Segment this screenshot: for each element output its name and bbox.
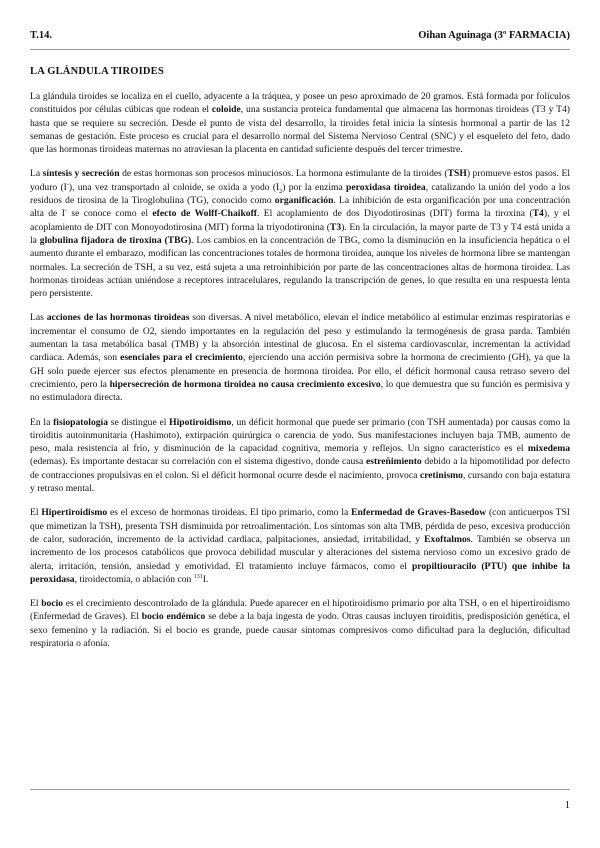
document-body: [30, 90, 570, 661]
author-label: Oihan Aguinaga (3º FARMACIA): [418, 30, 570, 41]
paragraph-hypothyroidism: En la fisiopatología se distingue el Hipotiroidismo, un déficit hormonal que puede ser primario (con TSH aumentada) por causas como la tiroiditis autoinmunitaria (Hashimoto), extirpación quirúrgica o carencia de yodo. Sus manifestaciones incluyen baja TMB, aumento de peso, mala resistencia al frío, y disminución de la capacidad cognitiva, memoria y reflejos. Un signo característico es el mixedema (edemas). Es importante destacar su correlación con el sistema digestivo, donde causa estreñimiento debido a la hipomotilidad por defecto de contracciones propulsivas en el colon. Si el déficit hormonal ocurre desde el nacimiento, provoca cretinismo, cursando con baja estatura y retraso mental.: [30, 416, 571, 495]
paragraph-synthesis: La síntesis y secreción de estas hormonas son procesos minuciosos. La hormona estimulante de la tiroides (TSH) promueve estos pasos. El yoduro (I-), una vez transportado al coloide, se oxida a yodo $(I_2)$ por la enzima peroxidasa tiroidea, catalizando la unión del yodo a los residuos de tirosina de la Tiroglobulina (TG), conocido como organificación. La inhibición de esta organificación por una concentración alta de I- se conoce como el efecto de Wolff-Chaikoff. El acoplamiento de dos Diyodotirosinas (DIT) forma la tiroxina (T4), y el acoplamiento de DIT con Monoyodotirosina (MIT) forma la triyodotironina (T3). En la circulación, la mayor parte de T3 y T4 está unida a la globulina fijadora de tiroxina (TBG). Los cambios en la concentración de TBG, como la disminución en la insuficiencia hepática o el aumento durante el embarazo, modifican las concentraciones totales de hormona tiroidea, aunque los niveles de hormona libre se mantengan normales. La secreción de TSH, a su vez, está sujeta a una retroinhibición por parte de las concentraciones altas de hormona tiroidea. Las hormonas tiroideas actúan uniéndose a receptores intracelulares, regulando la transcripción de genes, lo que resulta en una respuesta lenta pero persistente.: [30, 168, 571, 300]
paragraph-actions: Las acciones de las hormonas tiroideas son diversas. A nivel metabólico, elevan el índice metabólico al estimular enzimas respiratorias e incrementar el consumo de O2, siendo importantes en la regulación del peso y estimulando la termogénesis de grasa parda. También aumentan la tasa metabólica basal (TMB) y la absorción intestinal de glucosa. En el sistema cardiovascular, incrementan la actividad cardiaca. Además, son esenciales para el crecimiento, ejerciendo una acción permisiva sobre la hormona de crecimiento (GH), ya que la GH solo puede ejercer sus efectos plenamente en presencia de hormona tiroidea. Por ello, el déficit hormonal causa retraso severo del crecimiento, pero la hipersecreción de hormona tiroidea no causa crecimiento excesivo, lo que demuestra que su función es permisiva y no estimuladora directa.: [30, 312, 570, 404]
paragraph-hyperthyroidism: El Hipertiroidismo es el exceso de hormonas tiroideas. El tipo primario, como la Enfermedad de Graves-Basedow (con anticuerpos TSI que mimetizan la TSH), presenta TSH disminuida por retroalimentación. Los síntomas son alta TMB, pérdida de peso, excesiva producción de calor, sudoración, incremento de la actividad cardiaca, palpitaciones, ansiedad, irritabilidad, y Exoftalmos. También se observa un incremento de los procesos catabólicos que provoca debilidad muscular y alteraciones del sistema nervioso como un excesivo grado de alerta, irritación, tensión, ansiedad y emotividad. El tratamiento incluye fármacos, como el propiltiouracilo (PTU) que inhibe la peroxidasa, tiroidectomía, o ablación con $^{131}$I.: [30, 507, 570, 585]
page-header: [30, 30, 570, 46]
page-number: 1: [564, 800, 570, 811]
footer-divider: [30, 789, 570, 790]
paragraph-anatomy: La glándula tiroides se localiza en el cuello, adyacente a la tráquea, y posee un peso aproximado de 20 gramos. Está formada por folículos constituidos por células cúbicas que rodean el coloide, una sustancia proteica fundamental que almacena las hormonas tiroideas (T3 y T4) hasta que se requiere su secreción. Desde el punto de vista del desarrollo, la tiroides fetal inicia la síntesis hormonal a partir de las 12 semanas de gestación. Este proceso es crucial para el desarrollo normal del Sistema Nervioso Central (SNC) y el esqueleto del feto, dado que las hormonas tiroideas maternas no atraviesan la placenta en cantidad suficiente después del tercer trimestre.: [30, 91, 570, 156]
header-divider: [30, 49, 570, 50]
paragraph-goiter: El bocio es el crecimiento descontrolado de la glándula. Puede aparecer en el hipotiroidismo primario por alta TSH, o en el hipertiroidismo (Enfermedad de Graves). El bocio endémico se debe a la baja ingesta de yodo. Otras causas incluyen tiroiditis, predisposición genética, el sexo femenino y la radiación. Si el bocio es grande, puede causar síntomas compresivos como dificultad para la deglución, dificultad respiratoria o afonía.: [30, 598, 570, 649]
page-title: LA GLÁNDULA TIROIDES: [30, 66, 164, 77]
topic-number: T.14.: [30, 30, 52, 41]
